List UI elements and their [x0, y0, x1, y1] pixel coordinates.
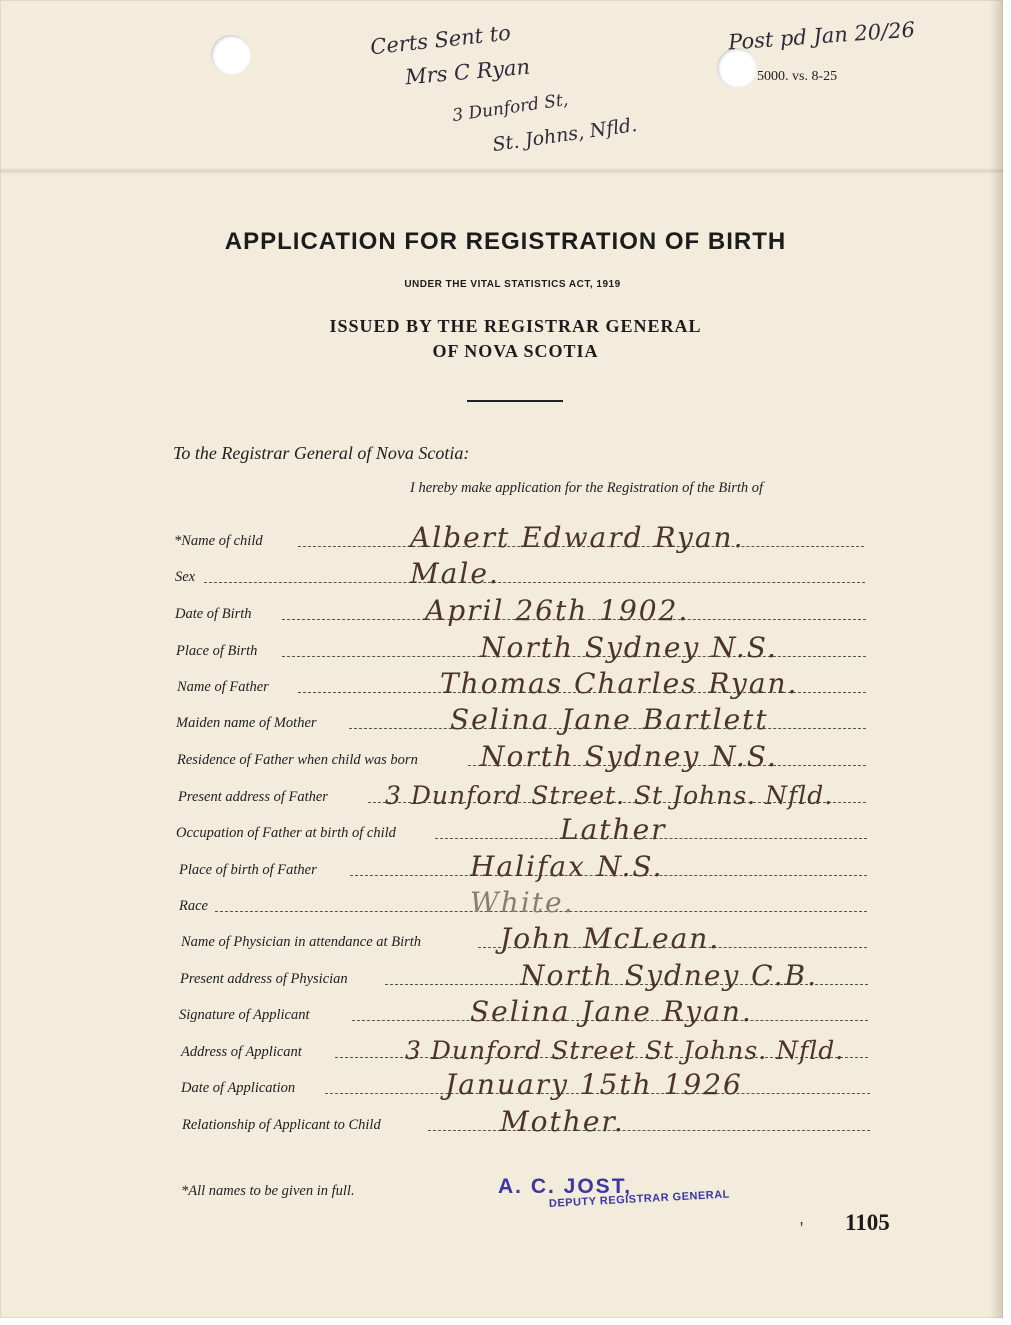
field-row-present-address-of-father [0, 772, 1003, 812]
field-row-maiden-name-of-mother [0, 698, 1003, 738]
field-label: Signature of Applicant [179, 1007, 310, 1023]
field-value: Male. [410, 557, 500, 590]
field-label: Name of Father [177, 679, 269, 695]
field-value: Lather [560, 813, 667, 846]
registration-number: 1105 [845, 1210, 890, 1235]
punch-hole-right [717, 48, 757, 88]
field-value: Mother. [500, 1105, 625, 1138]
addressee-line: To the Registrar General of Nova Scotia: [173, 443, 470, 463]
issued-by-line-1: ISSUED BY THE REGISTRAR GENERAL [329, 316, 702, 336]
field-label: Present address of Physician [180, 971, 348, 987]
field-value: North Sydney N.S. [480, 631, 778, 664]
field-label: Sex [175, 569, 196, 585]
field-value: Albert Edward Ryan. [410, 521, 745, 554]
form-number: 5000. vs. 8-25 [757, 69, 838, 84]
field-row-race [0, 881, 1003, 921]
field-label: Residence of Father when child was born [177, 752, 418, 768]
handwritten-note-line-4: St. Johns, Nfld. [491, 113, 639, 157]
field-value: Selina Jane Bartlett [450, 703, 769, 736]
field-row-residence-of-father [0, 735, 1003, 775]
handwritten-post-note: Post pd Jan 20/26 [727, 17, 916, 55]
field-value: North Sydney N.S. [480, 740, 778, 773]
field-value: 3 Dunford Street. St Johns. Nfld. [385, 781, 834, 810]
field-row-place-of-birth-of-father [0, 845, 1003, 885]
field-value: January 15th 1926 [445, 1068, 743, 1101]
field-label: Place of birth of Father [179, 862, 317, 878]
field-label: Race [179, 898, 208, 914]
field-row-sex [0, 552, 1003, 592]
field-row-name-of-father [0, 662, 1003, 702]
handwritten-note-line-1: Certs Sent to [369, 20, 512, 60]
paper-fold [0, 168, 1003, 174]
field-row-signature-of-applicant [0, 990, 1003, 1030]
field-label: Present address of Father [178, 789, 328, 805]
issued-by-line-2: OF NOVA SCOTIA [432, 341, 599, 361]
field-row-physician-name [0, 917, 1003, 957]
form-title: APPLICATION FOR REGISTRATION OF BIRTH [224, 228, 787, 255]
handwritten-note-line-2: Mrs C Ryan [404, 54, 531, 90]
field-value: North Sydney C.B. [520, 959, 818, 992]
tick-mark: ' [800, 1218, 804, 1238]
dotted-line [204, 582, 865, 583]
dotted-line [428, 1130, 870, 1131]
field-row-place-of-birth [0, 626, 1003, 666]
field-value: Halifax N.S. [470, 850, 664, 883]
field-label: Occupation of Father at birth of child [176, 825, 396, 841]
field-label: Relationship of Applicant to Child [182, 1117, 381, 1133]
field-label: Date of Birth [175, 606, 252, 622]
field-value: Selina Jane Ryan. [470, 995, 753, 1028]
field-label: Maiden name of Mother [176, 715, 317, 731]
field-label: Place of Birth [176, 643, 258, 659]
field-row-name-of-child [0, 516, 1003, 556]
field-label: Date of Application [181, 1080, 296, 1096]
field-row-address-of-applicant [0, 1027, 1003, 1067]
header-divider [467, 400, 563, 402]
field-value: Thomas Charles Ryan. [440, 667, 799, 700]
field-row-relationship-of-applicant [0, 1100, 1003, 1140]
footnote: *All names to be given in full. [181, 1183, 355, 1199]
field-row-physician-address [0, 954, 1003, 994]
stamp-name: A. C. JOST, [498, 1175, 633, 1198]
field-label: Name of Physician in attendance at Birth [181, 934, 422, 950]
field-row-date-of-birth [0, 589, 1003, 629]
handwritten-note-line-3: 3 Dunford St, [451, 89, 570, 127]
stamp-title: DEPUTY REGISTRAR GENERAL [548, 1188, 731, 1210]
form-subtitle: UNDER THE VITAL STATISTICS ACT, 1919 [404, 279, 621, 290]
punch-hole-left [211, 35, 251, 75]
intro-statement: I hereby make application for the Registration of the Birth of [410, 480, 764, 496]
field-value: John McLean. [500, 922, 721, 955]
field-row-occupation-of-father [0, 808, 1003, 848]
field-label: *Name of child [174, 533, 263, 549]
field-value: 3 Dunford Street St Johns. Nfld. [405, 1036, 845, 1065]
field-value: White. [470, 886, 575, 919]
field-value: April 26th 1902. [425, 594, 690, 627]
field-row-date-of-application [0, 1063, 1003, 1103]
field-label: Address of Applicant [181, 1044, 302, 1060]
